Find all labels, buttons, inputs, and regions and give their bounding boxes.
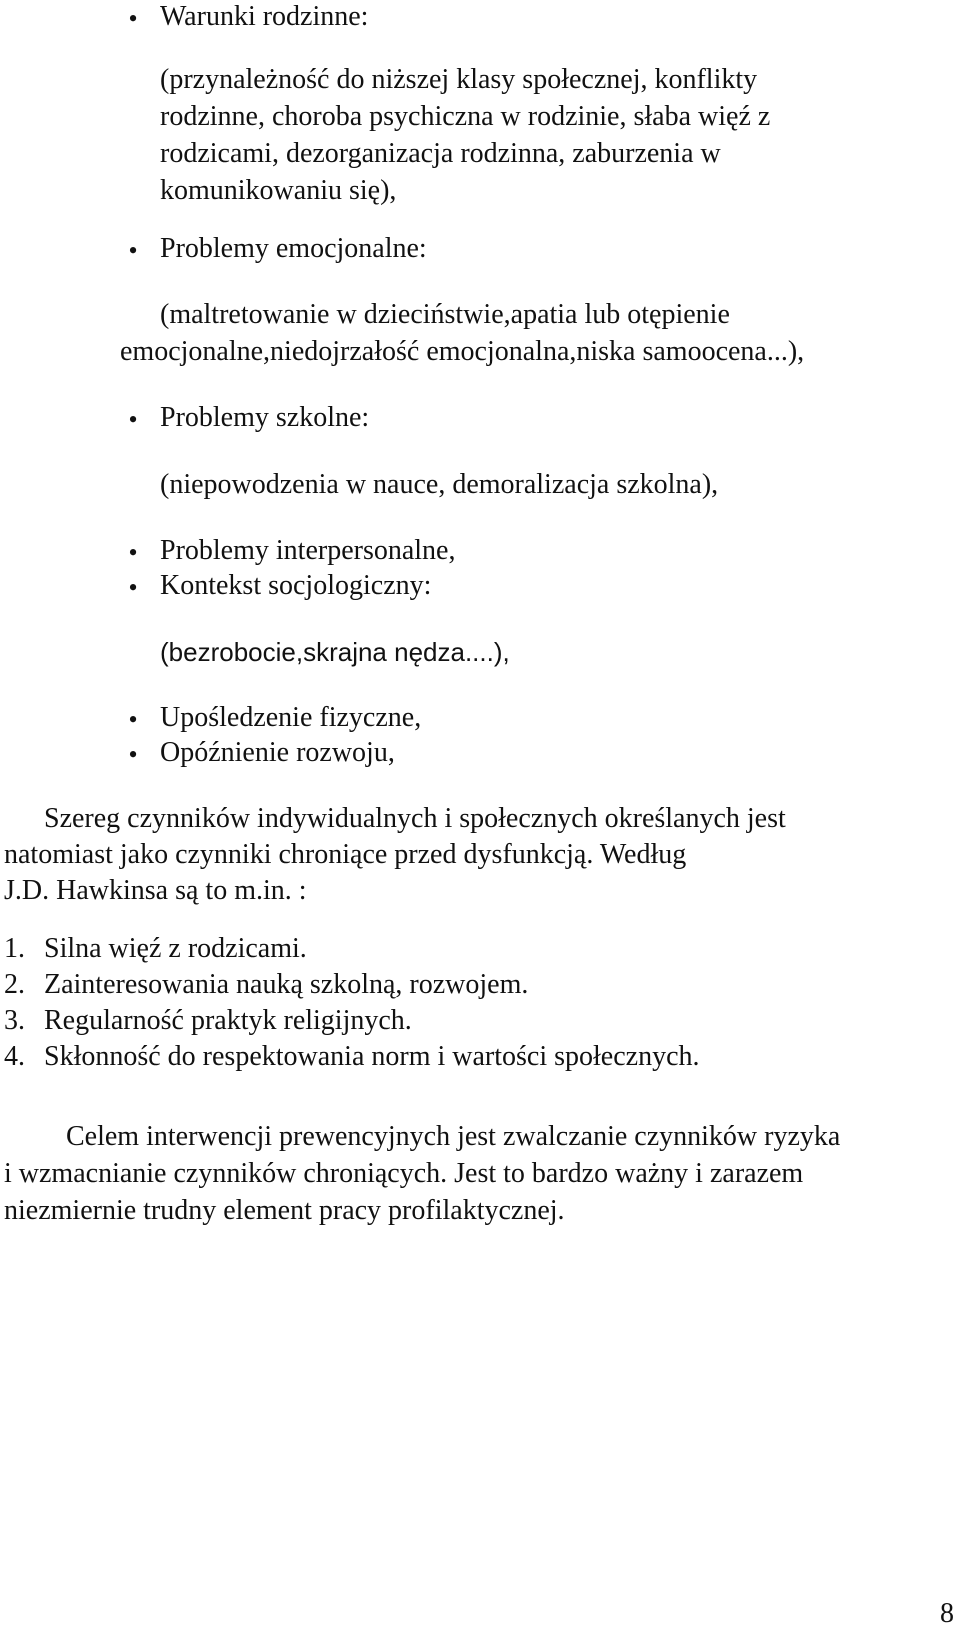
- protective-item-text: Regularność praktyk religijnych.: [44, 1005, 412, 1036]
- protective-item-text: Silna więź z rodzicami.: [44, 933, 307, 964]
- protective-intro-line: J.D. Hawkinsa są to m.in. :: [4, 875, 307, 906]
- factor-emotional-title: Problemy emocjonalne:: [160, 233, 427, 264]
- factor-family-detail-line: komunikowaniu się),: [160, 175, 397, 206]
- factor-development-title: Opóźnienie rozwoju,: [160, 737, 395, 768]
- protective-item-number: 3.: [4, 1005, 25, 1036]
- factor-school-title: Problemy szkolne:: [160, 402, 370, 433]
- page-number: 8: [940, 1598, 954, 1629]
- protective-item-text: Zainteresowania nauką szkolną, rozwojem.: [44, 969, 529, 1000]
- factor-emotional-detail-line: (maltretowanie w dzieciństwie,apatia lub otępienie: [160, 299, 730, 330]
- bullet-icon: •: [128, 405, 138, 434]
- bullet-icon: •: [128, 573, 138, 602]
- factor-family-detail-line: rodzicami, dezorganizacja rodzinna, zaburzenia w: [160, 138, 721, 169]
- conclusion-line: i wzmacnianie czynników chroniących. Jest to bardzo ważny i zarazem: [4, 1158, 804, 1189]
- protective-intro-line: natomiast jako czynniki chroniące przed dysfunkcją. Według: [4, 839, 687, 870]
- bullet-icon: •: [128, 4, 138, 33]
- factor-school-detail: (niepowodzenia w nauce, demoralizacja szkolna),: [160, 469, 719, 500]
- factor-family-detail-line: rodzinne, choroba psychiczna w rodzinie, słaba więź z: [160, 101, 771, 132]
- protective-item-number: 4.: [4, 1041, 25, 1072]
- factor-sociological-title: Kontekst socjologiczny:: [160, 570, 432, 601]
- factor-emotional-detail-line: emocjonalne,niedojrzałość emocjonalna,niska samoocena...),: [120, 336, 805, 367]
- bullet-icon: •: [128, 236, 138, 265]
- conclusion-line: niezmiernie trudny element pracy profilaktycznej.: [4, 1195, 565, 1226]
- factor-family-detail-line: (przynależność do niższej klasy społecznej, konflikty: [160, 64, 758, 95]
- protective-item-text: Skłonność do respektowania norm i wartości społecznych.: [44, 1041, 700, 1072]
- factor-physical-title: Upośledzenie fizyczne,: [160, 702, 422, 733]
- protective-intro-line: Szereg czynników indywidualnych i społecznych określanych jest: [44, 803, 786, 834]
- factor-sociological-detail: (bezrobocie,skrajna nędza....),: [160, 637, 510, 667]
- protective-item-number: 2.: [4, 969, 25, 1000]
- protective-item-number: 1.: [4, 933, 25, 964]
- bullet-icon: •: [128, 705, 138, 734]
- factor-family-title: Warunki rodzinne:: [160, 1, 369, 32]
- bullet-icon: •: [128, 538, 138, 567]
- bullet-icon: •: [128, 740, 138, 769]
- conclusion-line: Celem interwencji prewencyjnych jest zwalczanie czynników ryzyka: [66, 1121, 841, 1152]
- factor-interpersonal-title: Problemy interpersonalne,: [160, 535, 456, 566]
